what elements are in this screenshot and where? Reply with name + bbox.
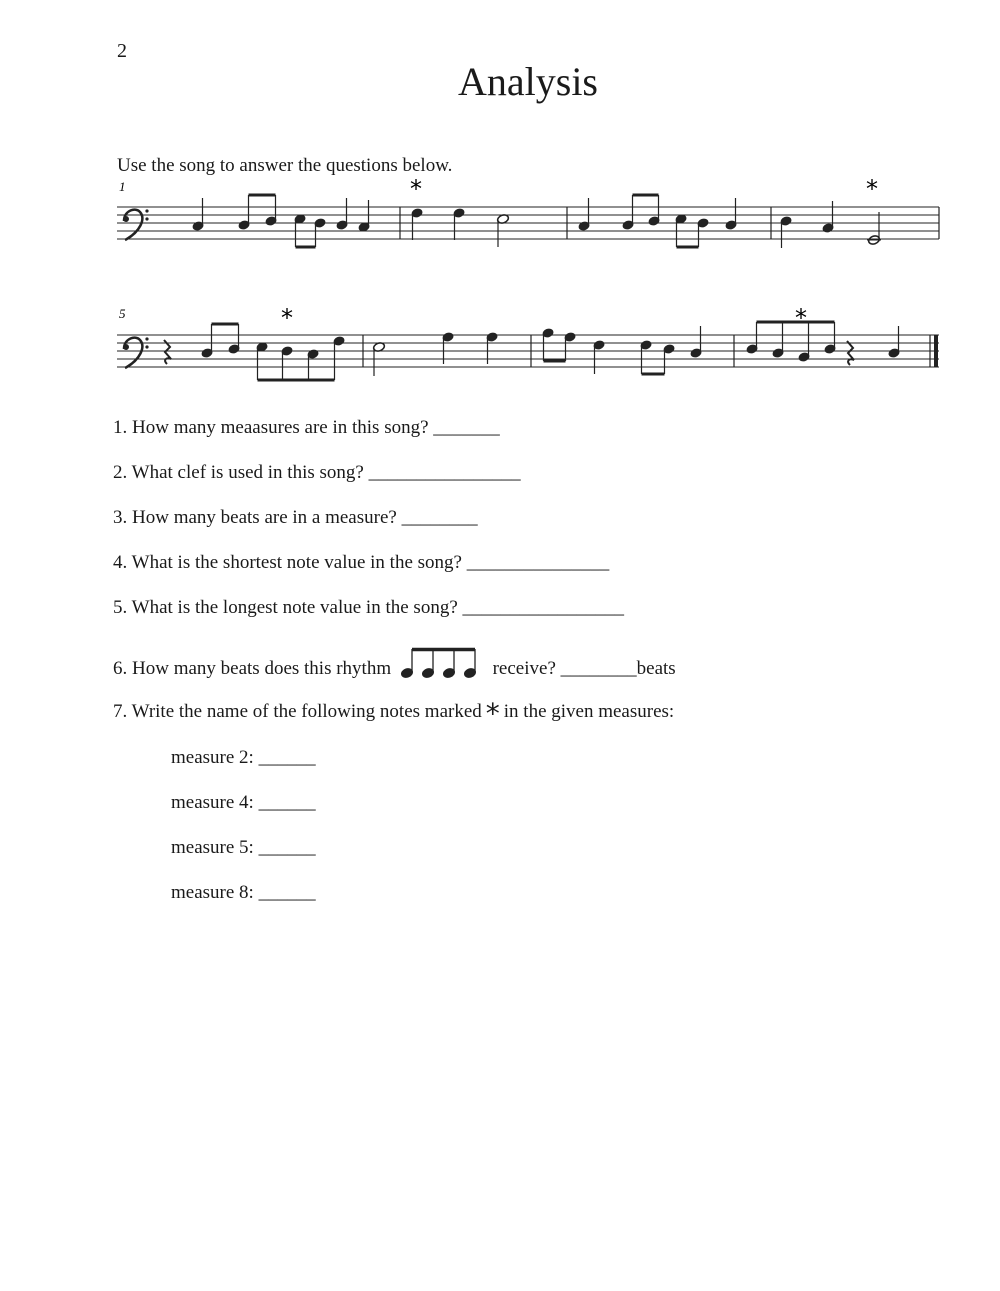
instructions: Use the song to answer the questions below. — [117, 155, 453, 176]
measure-2-answer: measure 2: ______ — [171, 747, 316, 768]
page-number: 2 — [117, 40, 127, 62]
bass-clef-icon — [123, 209, 149, 240]
question-6-suffix: receive? ________beats — [492, 658, 676, 679]
question-7-suffix: in the given measures: — [503, 701, 675, 722]
question-2: 2. What clef is used in this song? ________________ — [113, 462, 521, 483]
question-6 — [113, 646, 676, 680]
notes-measure-2 — [411, 208, 509, 247]
measure-number-1: 1 — [119, 179, 126, 194]
question-7 — [113, 697, 674, 730]
question-7-prefix: 7. Write the name of the following notes marked — [113, 701, 482, 722]
question-4: 4. What is the shortest note value in the song? _______________ — [113, 552, 610, 573]
notes-measure-5 — [164, 324, 345, 380]
measure-8-answer: measure 8: ______ — [171, 882, 316, 903]
question-6-prefix: 6. How many beats does this rhythm — [113, 658, 392, 679]
quarter-rest-icon — [847, 341, 854, 365]
question-1: 1. How many meaasures are in this song? _______ — [113, 417, 500, 438]
asterisk-icon: * — [485, 697, 500, 730]
notes-measure-6 — [373, 332, 498, 376]
question-3: 3. How many beats are in a measure? ________ — [113, 507, 478, 528]
measure-number-5: 5 — [119, 306, 126, 321]
bass-clef-icon — [123, 337, 149, 368]
asterisk-measure-4: * — [866, 175, 878, 203]
measure-4-answer: measure 4: ______ — [171, 792, 316, 813]
question-5: 5. What is the longest note value in the song? _________________ — [113, 597, 624, 618]
staff-system-1 — [0, 170, 1000, 260]
four-eighth-notes-beamed-icon — [400, 646, 484, 680]
asterisk-measure-2: * — [410, 175, 422, 203]
asterisk-measure-5: * — [281, 304, 293, 332]
quarter-rest-icon — [164, 340, 171, 364]
measure-5-answer: measure 5: ______ — [171, 837, 316, 858]
page-title: Analysis — [458, 59, 598, 104]
notes-measure-4 — [780, 201, 881, 248]
staff-system-2 — [0, 300, 1000, 390]
asterisk-measure-8: * — [795, 304, 807, 332]
